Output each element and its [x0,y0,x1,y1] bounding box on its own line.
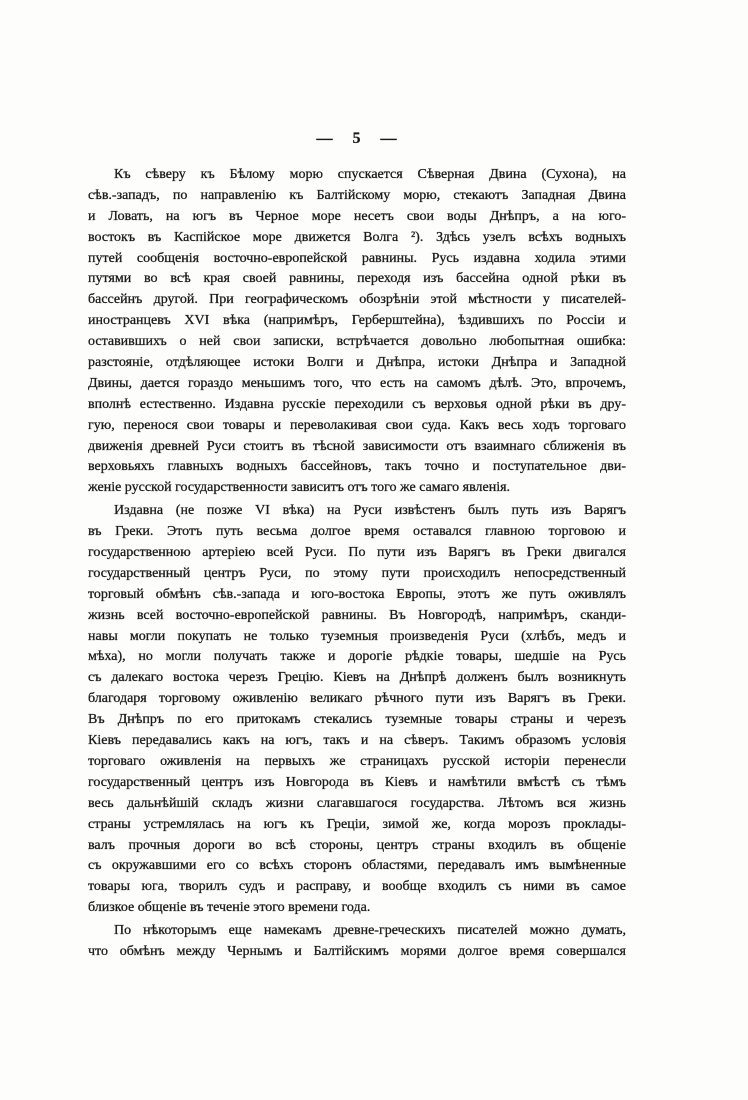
text-line: бассейнъ другой. При географическомъ обозрѣніи этой мѣстности у писателей- [88,292,626,308]
text-line: съ окружавшими его со всѣхъ сторонъ областями, передавалъ имъ вымѣненные [88,858,626,874]
paragraph [88,165,626,499]
text-line: страны устремлялась на югъ къ Греціи, зимой же, когда морозъ проклады- [88,816,626,832]
text-line: въ Греки. Этотъ путь весьма долгое время оставался главною торговою и [88,524,626,540]
text-block [88,165,626,965]
text-line: иностранцевъ XVI вѣка (напримѣръ, Герберштейна), ѣздившихъ по Россіи и [88,313,626,329]
paragraph [88,921,626,963]
text-line: Кіевъ передавались какъ на югъ, такъ и на сѣверъ. Такимъ образомъ условія [88,733,626,749]
text-line: благодаря торговому оживленію великаго рѣчного пути изъ Варягъ въ Греки. [88,691,626,707]
text-line: женіе русской государственности зависитъ отъ того же самаго явленія. [88,480,511,496]
text-line: путями во всѣ края своей равнины, переходя изъ бассейна одной рѣки въ [88,271,626,287]
text-line: Къ сѣверу къ Бѣлому морю спускается Сѣверная Двина (Сухона), на [114,167,626,182]
text-line: гую, перенося свои товары и переволакивая свои суда. Какъ весь ходъ торговаго [88,417,626,433]
text-line: съ далекаго востока черезъ Грецію. Кіевъ на Днѣпрѣ долженъ былъ возникнуть [88,670,626,686]
text-line: движенія древней Руси стоитъ въ тѣсной зависимости отъ взаимнаго сближенія въ [88,438,626,454]
text-line: и Ловать, на югъ въ Черное море несетъ свои воды Днѣпръ, а на юго- [88,208,626,224]
text-line: мѣха), но могли получать также и дорогіе рѣдкіе товары, шедшіе на Русь [88,649,626,665]
text-line: близкое общеніе въ теченіе этого времени года. [88,900,371,916]
text-line: что обмѣнъ между Чернымъ и Балтійскимъ морями долгое время совершался [88,943,626,959]
text-line: торговаго оживленія на первыхъ же страницахъ русской исторіи перенесли [88,753,626,769]
text-line: государственный центръ изъ Новгорода въ Кіевъ и намѣтили вмѣстѣ съ тѣмъ [88,774,626,790]
text-line: государственный центръ Руси, по этому пути происходилъ непосредственный [88,565,626,581]
text-line: товары юга, творилъ судъ и расправу, и вообще входилъ съ ними въ самое [88,879,626,895]
text-line: Въ Днѣпръ по его притокамъ стекались туземные товары страны и черезъ [88,712,626,728]
text-line: Издавна (не позже VI вѣка) на Руси извѣстенъ былъ путь изъ Варягъ [114,503,626,519]
text-line: разстояніе, отдѣляющее истоки Волги и Днѣпра, истоки Днѣпра и Западной [88,355,626,371]
text-line: торговый обмѣнъ сѣв.-запада и юго-востока Европы, этотъ же путь оживлялъ [88,586,626,602]
text-line: валъ прочныя дороги во всѣ стороны, центръ страны входилъ въ общеніе [88,837,626,853]
text-line: навы могли покупать не только туземныя произведенія Руси (хлѣбъ, медъ и [88,628,626,644]
text-line: Двины, дается гораздо меньшимъ того, что есть на самомъ дѣлѣ. Это, впрочемъ, [88,375,626,391]
text-line: оставившихъ о ней свои записки, встрѣчается довольно любопытная ошибка: [88,334,626,350]
paragraph [88,501,626,919]
text-line: верховьяхъ главныхъ водныхъ бассейновъ, такъ точно и поступательное дви- [88,459,626,475]
text-line: востокъ въ Каспійское море движется Волга ²). Здѣсь узелъ всѣхъ водныхъ [88,229,626,245]
text-line: весь дальнѣйшій складъ жизни слагавшагося государства. Лѣтомъ вся жизнь [88,795,626,811]
text-line: государственною артеріею всей Руси. По пути изъ Варягъ въ Греки двигался [88,545,626,561]
text-line: По нѣкоторымъ еще намекамъ древне-греческихъ писателей можно думать, [114,923,626,939]
page-number: — 5 — [316,130,398,147]
text-line: вполнѣ естественно. Издавна русскіе переходили съ верховья одной рѣки въ дру- [88,396,626,412]
text-line: сѣв.-западъ, по направленію къ Балтійскому морю, стекаютъ Западная Двина [88,187,626,203]
text-line: путей сообщенія восточно-европейской равнины. Русь издавна ходила этими [88,250,626,266]
text-line: жизнь всей восточно-европейской равнины. Въ Новгородѣ, напримѣръ, сканди- [88,607,626,623]
